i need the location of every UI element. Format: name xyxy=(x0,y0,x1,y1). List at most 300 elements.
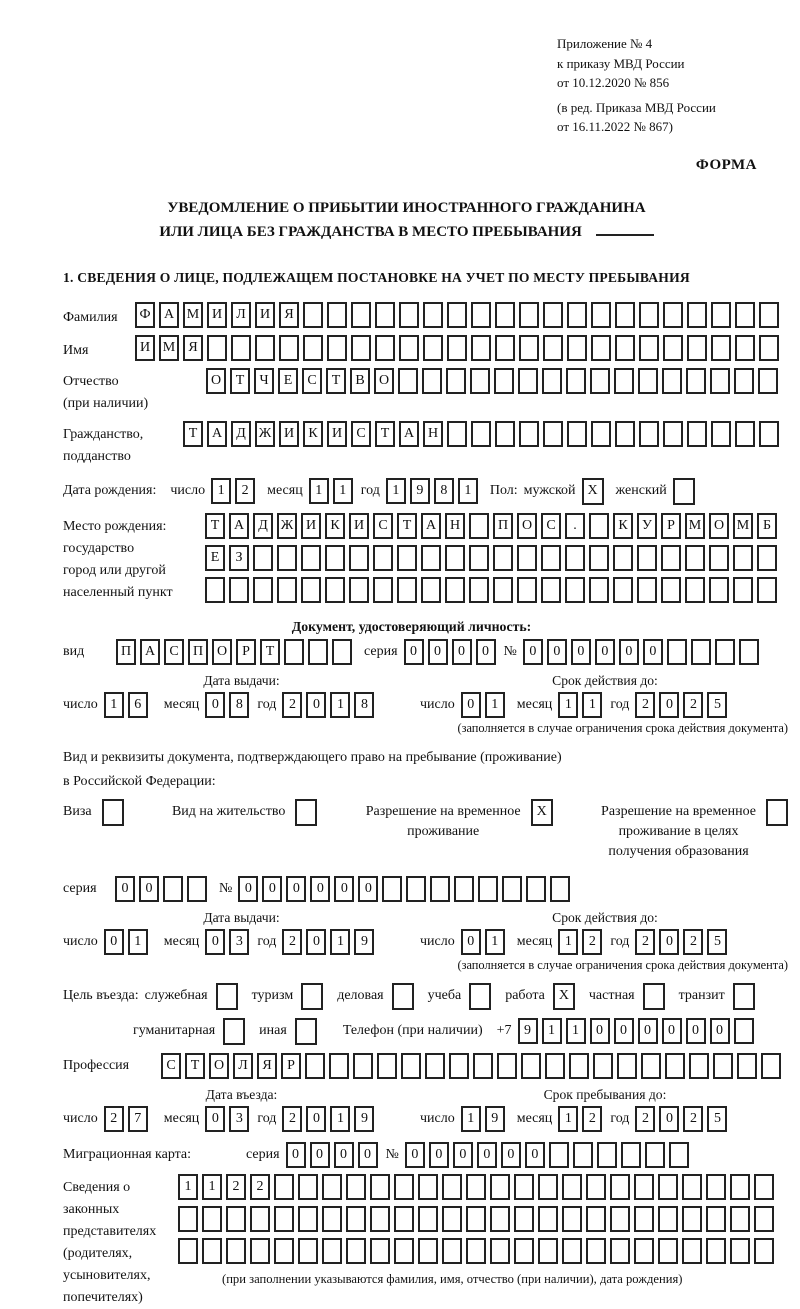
char-cell[interactable] xyxy=(687,302,707,328)
char-cell[interactable] xyxy=(687,421,707,447)
char-cell[interactable]: Н xyxy=(423,421,443,447)
char-cell[interactable]: А xyxy=(140,639,160,665)
char-cell[interactable] xyxy=(370,1206,390,1232)
char-cell[interactable]: М xyxy=(183,302,203,328)
char-cell[interactable] xyxy=(586,1238,606,1264)
char-cell[interactable] xyxy=(565,545,585,571)
char-cell[interactable] xyxy=(550,876,570,902)
char-cell[interactable] xyxy=(442,1206,462,1232)
char-cell[interactable]: 2 xyxy=(282,692,302,718)
char-cell[interactable] xyxy=(759,335,779,361)
char-cell[interactable] xyxy=(645,1142,665,1168)
char-cell[interactable]: 1 xyxy=(178,1174,198,1200)
char-cell[interactable]: Я xyxy=(183,335,203,361)
char-cell[interactable]: 1 xyxy=(330,1106,350,1132)
char-cell[interactable] xyxy=(322,1238,342,1264)
char-cell[interactable]: 8 xyxy=(229,692,249,718)
char-cell[interactable]: 1 xyxy=(558,929,578,955)
char-cell[interactable] xyxy=(397,545,417,571)
char-cell[interactable]: 0 xyxy=(306,929,326,955)
char-cell[interactable] xyxy=(470,368,490,394)
char-cell[interactable] xyxy=(589,513,609,539)
char-cell[interactable] xyxy=(542,368,562,394)
char-cell[interactable]: О xyxy=(517,513,537,539)
char-cell[interactable] xyxy=(610,1206,630,1232)
char-cell[interactable]: 2 xyxy=(635,1106,655,1132)
char-cell[interactable]: 0 xyxy=(306,692,326,718)
char-cell[interactable] xyxy=(757,577,777,603)
char-cell[interactable] xyxy=(495,421,515,447)
char-cell[interactable] xyxy=(543,302,563,328)
char-cell[interactable] xyxy=(421,577,441,603)
char-cell[interactable]: П xyxy=(188,639,208,665)
char-cell[interactable] xyxy=(466,1206,486,1232)
char-cell[interactable]: П xyxy=(493,513,513,539)
char-cell[interactable] xyxy=(658,1174,678,1200)
char-cell[interactable]: 0 xyxy=(429,1142,449,1168)
char-cell[interactable] xyxy=(250,1206,270,1232)
char-cell[interactable]: 0 xyxy=(619,639,639,665)
char-cell[interactable] xyxy=(567,421,587,447)
char-cell[interactable]: К xyxy=(303,421,323,447)
char-cell[interactable] xyxy=(739,639,759,665)
char-cell[interactable] xyxy=(754,1174,774,1200)
char-cell[interactable] xyxy=(493,577,513,603)
char-cell[interactable] xyxy=(373,577,393,603)
char-cell[interactable]: Ж xyxy=(255,421,275,447)
char-cell[interactable] xyxy=(490,1174,510,1200)
char-cell[interactable] xyxy=(709,545,729,571)
char-cell[interactable]: 0 xyxy=(643,639,663,665)
char-cell[interactable] xyxy=(514,1174,534,1200)
char-cell[interactable] xyxy=(538,1174,558,1200)
char-cell[interactable]: 9 xyxy=(354,1106,374,1132)
char-cell[interactable] xyxy=(639,302,659,328)
char-cell[interactable]: А xyxy=(207,421,227,447)
char-cell[interactable] xyxy=(689,1053,709,1079)
char-cell[interactable]: 0 xyxy=(595,639,615,665)
char-cell[interactable] xyxy=(327,302,347,328)
char-cell[interactable]: 0 xyxy=(659,929,679,955)
char-cell[interactable]: 1 xyxy=(558,1106,578,1132)
char-cell[interactable] xyxy=(687,335,707,361)
char-cell[interactable]: Ф xyxy=(135,302,155,328)
char-cell[interactable]: 0 xyxy=(476,639,496,665)
char-cell[interactable] xyxy=(274,1174,294,1200)
char-cell[interactable]: Р xyxy=(236,639,256,665)
char-cell[interactable] xyxy=(590,368,610,394)
char-cell[interactable]: 0 xyxy=(461,692,481,718)
char-cell[interactable]: Т xyxy=(230,368,250,394)
char-cell[interactable] xyxy=(734,368,754,394)
char-cell[interactable] xyxy=(478,876,498,902)
char-cell[interactable] xyxy=(253,545,273,571)
char-cell[interactable]: Е xyxy=(278,368,298,394)
char-cell[interactable] xyxy=(421,545,441,571)
char-cell[interactable] xyxy=(305,1053,325,1079)
char-cell[interactable] xyxy=(445,545,465,571)
char-cell[interactable] xyxy=(332,639,352,665)
char-cell[interactable] xyxy=(346,1174,366,1200)
char-cell[interactable] xyxy=(418,1238,438,1264)
char-cell[interactable] xyxy=(567,302,587,328)
char-cell[interactable] xyxy=(591,335,611,361)
char-cell[interactable] xyxy=(473,1053,493,1079)
char-cell[interactable]: Т xyxy=(205,513,225,539)
char-cell[interactable] xyxy=(663,302,683,328)
char-cell[interactable]: Н xyxy=(445,513,465,539)
char-cell[interactable]: Я xyxy=(257,1053,277,1079)
char-cell[interactable] xyxy=(163,876,183,902)
char-cell[interactable]: 2 xyxy=(582,929,602,955)
char-cell[interactable] xyxy=(277,545,297,571)
char-cell[interactable] xyxy=(207,335,227,361)
char-cell[interactable] xyxy=(187,876,207,902)
char-cell[interactable] xyxy=(301,577,321,603)
char-cell[interactable] xyxy=(445,577,465,603)
char-cell[interactable] xyxy=(353,1053,373,1079)
char-cell[interactable]: 0 xyxy=(710,1018,730,1044)
char-cell[interactable] xyxy=(669,1142,689,1168)
char-cell[interactable]: А xyxy=(159,302,179,328)
char-cell[interactable]: Р xyxy=(661,513,681,539)
char-cell[interactable]: И xyxy=(207,302,227,328)
residence-permit-checkbox[interactable] xyxy=(295,799,317,826)
char-cell[interactable] xyxy=(538,1206,558,1232)
char-cell[interactable] xyxy=(526,876,546,902)
char-cell[interactable]: И xyxy=(255,302,275,328)
purpose-option-checkbox[interactable] xyxy=(295,1018,317,1045)
char-cell[interactable]: 1 xyxy=(458,478,478,504)
char-cell[interactable] xyxy=(682,1174,702,1200)
char-cell[interactable] xyxy=(375,302,395,328)
char-cell[interactable]: 0 xyxy=(686,1018,706,1044)
char-cell[interactable]: 0 xyxy=(659,692,679,718)
char-cell[interactable]: 2 xyxy=(235,478,255,504)
char-cell[interactable] xyxy=(298,1238,318,1264)
char-cell[interactable] xyxy=(298,1174,318,1200)
char-cell[interactable] xyxy=(284,639,304,665)
char-cell[interactable]: 6 xyxy=(128,692,148,718)
char-cell[interactable]: 1 xyxy=(128,929,148,955)
char-cell[interactable] xyxy=(706,1238,726,1264)
char-cell[interactable]: 0 xyxy=(659,1106,679,1132)
char-cell[interactable]: 0 xyxy=(205,929,225,955)
char-cell[interactable] xyxy=(346,1238,366,1264)
char-cell[interactable] xyxy=(711,335,731,361)
char-cell[interactable] xyxy=(641,1053,661,1079)
char-cell[interactable] xyxy=(615,302,635,328)
char-cell[interactable] xyxy=(567,335,587,361)
char-cell[interactable] xyxy=(518,368,538,394)
char-cell[interactable] xyxy=(430,876,450,902)
char-cell[interactable] xyxy=(298,1206,318,1232)
char-cell[interactable] xyxy=(754,1238,774,1264)
char-cell[interactable] xyxy=(759,302,779,328)
char-cell[interactable] xyxy=(759,421,779,447)
char-cell[interactable] xyxy=(663,421,683,447)
char-cell[interactable]: И xyxy=(301,513,321,539)
char-cell[interactable] xyxy=(597,1142,617,1168)
char-cell[interactable]: 0 xyxy=(501,1142,521,1168)
char-cell[interactable] xyxy=(761,1053,781,1079)
char-cell[interactable] xyxy=(710,368,730,394)
char-cell[interactable] xyxy=(519,302,539,328)
char-cell[interactable] xyxy=(637,545,657,571)
char-cell[interactable] xyxy=(691,639,711,665)
char-cell[interactable] xyxy=(502,876,522,902)
char-cell[interactable]: 3 xyxy=(229,1106,249,1132)
char-cell[interactable] xyxy=(446,368,466,394)
char-cell[interactable]: 0 xyxy=(547,639,567,665)
char-cell[interactable]: 1 xyxy=(566,1018,586,1044)
char-cell[interactable] xyxy=(617,1053,637,1079)
char-cell[interactable]: А xyxy=(399,421,419,447)
char-cell[interactable]: 1 xyxy=(330,692,350,718)
char-cell[interactable] xyxy=(178,1206,198,1232)
char-cell[interactable] xyxy=(274,1206,294,1232)
char-cell[interactable]: 0 xyxy=(428,639,448,665)
char-cell[interactable]: 0 xyxy=(205,1106,225,1132)
char-cell[interactable]: 1 xyxy=(485,692,505,718)
char-cell[interactable] xyxy=(349,577,369,603)
char-cell[interactable]: Т xyxy=(397,513,417,539)
char-cell[interactable] xyxy=(398,368,418,394)
char-cell[interactable] xyxy=(178,1238,198,1264)
char-cell[interactable]: 3 xyxy=(229,929,249,955)
visa-checkbox[interactable] xyxy=(102,799,124,826)
char-cell[interactable] xyxy=(589,577,609,603)
char-cell[interactable]: И xyxy=(349,513,369,539)
char-cell[interactable] xyxy=(706,1206,726,1232)
char-cell[interactable]: М xyxy=(685,513,705,539)
char-cell[interactable] xyxy=(566,368,586,394)
temp-residence-checkbox[interactable]: X xyxy=(531,799,553,826)
char-cell[interactable] xyxy=(349,545,369,571)
char-cell[interactable]: И xyxy=(327,421,347,447)
char-cell[interactable] xyxy=(466,1238,486,1264)
char-cell[interactable]: 0 xyxy=(286,876,306,902)
char-cell[interactable] xyxy=(661,577,681,603)
char-cell[interactable] xyxy=(709,577,729,603)
char-cell[interactable] xyxy=(495,302,515,328)
char-cell[interactable]: Т xyxy=(260,639,280,665)
char-cell[interactable] xyxy=(401,1053,421,1079)
char-cell[interactable] xyxy=(667,639,687,665)
char-cell[interactable]: 0 xyxy=(405,1142,425,1168)
char-cell[interactable] xyxy=(226,1206,246,1232)
char-cell[interactable] xyxy=(663,335,683,361)
char-cell[interactable] xyxy=(613,577,633,603)
char-cell[interactable] xyxy=(685,577,705,603)
char-cell[interactable]: И xyxy=(279,421,299,447)
char-cell[interactable] xyxy=(229,577,249,603)
char-cell[interactable] xyxy=(734,1018,754,1044)
char-cell[interactable] xyxy=(610,1238,630,1264)
char-cell[interactable] xyxy=(406,876,426,902)
char-cell[interactable]: Т xyxy=(185,1053,205,1079)
char-cell[interactable] xyxy=(447,302,467,328)
char-cell[interactable] xyxy=(346,1206,366,1232)
char-cell[interactable]: Л xyxy=(233,1053,253,1079)
char-cell[interactable] xyxy=(351,335,371,361)
purpose-option-checkbox[interactable] xyxy=(392,983,414,1010)
char-cell[interactable] xyxy=(202,1238,222,1264)
char-cell[interactable] xyxy=(471,335,491,361)
char-cell[interactable]: 0 xyxy=(662,1018,682,1044)
char-cell[interactable] xyxy=(565,577,585,603)
char-cell[interactable] xyxy=(493,545,513,571)
char-cell[interactable] xyxy=(449,1053,469,1079)
char-cell[interactable]: 0 xyxy=(477,1142,497,1168)
char-cell[interactable]: 0 xyxy=(310,876,330,902)
char-cell[interactable]: Т xyxy=(375,421,395,447)
char-cell[interactable]: 0 xyxy=(461,929,481,955)
char-cell[interactable] xyxy=(682,1206,702,1232)
char-cell[interactable] xyxy=(469,545,489,571)
char-cell[interactable]: 1 xyxy=(386,478,406,504)
char-cell[interactable] xyxy=(394,1206,414,1232)
char-cell[interactable]: 2 xyxy=(635,929,655,955)
char-cell[interactable]: 2 xyxy=(226,1174,246,1200)
char-cell[interactable] xyxy=(733,545,753,571)
char-cell[interactable] xyxy=(226,1238,246,1264)
char-cell[interactable] xyxy=(422,368,442,394)
char-cell[interactable] xyxy=(593,1053,613,1079)
char-cell[interactable] xyxy=(562,1238,582,1264)
char-cell[interactable]: 1 xyxy=(558,692,578,718)
char-cell[interactable]: Я xyxy=(279,302,299,328)
char-cell[interactable] xyxy=(377,1053,397,1079)
char-cell[interactable] xyxy=(733,577,753,603)
char-cell[interactable] xyxy=(423,335,443,361)
char-cell[interactable]: О xyxy=(206,368,226,394)
char-cell[interactable] xyxy=(686,368,706,394)
char-cell[interactable]: А xyxy=(229,513,249,539)
char-cell[interactable]: П xyxy=(116,639,136,665)
char-cell[interactable] xyxy=(735,302,755,328)
char-cell[interactable]: М xyxy=(159,335,179,361)
char-cell[interactable] xyxy=(255,335,275,361)
char-cell[interactable] xyxy=(610,1174,630,1200)
char-cell[interactable]: 2 xyxy=(104,1106,124,1132)
char-cell[interactable]: 1 xyxy=(104,692,124,718)
char-cell[interactable]: Т xyxy=(326,368,346,394)
char-cell[interactable] xyxy=(418,1174,438,1200)
char-cell[interactable]: 0 xyxy=(205,692,225,718)
char-cell[interactable]: . xyxy=(565,513,585,539)
char-cell[interactable] xyxy=(662,368,682,394)
char-cell[interactable]: 5 xyxy=(707,929,727,955)
char-cell[interactable] xyxy=(466,1174,486,1200)
char-cell[interactable] xyxy=(454,876,474,902)
char-cell[interactable] xyxy=(634,1174,654,1200)
char-cell[interactable] xyxy=(301,545,321,571)
char-cell[interactable]: С xyxy=(161,1053,181,1079)
purpose-option-checkbox[interactable] xyxy=(216,983,238,1010)
char-cell[interactable]: 1 xyxy=(202,1174,222,1200)
char-cell[interactable] xyxy=(682,1238,702,1264)
char-cell[interactable] xyxy=(737,1053,757,1079)
char-cell[interactable]: 0 xyxy=(358,1142,378,1168)
char-cell[interactable] xyxy=(614,368,634,394)
char-cell[interactable] xyxy=(399,335,419,361)
char-cell[interactable]: Д xyxy=(231,421,251,447)
char-cell[interactable] xyxy=(545,1053,565,1079)
char-cell[interactable]: Ч xyxy=(254,368,274,394)
char-cell[interactable]: 5 xyxy=(707,1106,727,1132)
char-cell[interactable] xyxy=(250,1238,270,1264)
char-cell[interactable]: Ж xyxy=(277,513,297,539)
char-cell[interactable]: 0 xyxy=(523,639,543,665)
char-cell[interactable] xyxy=(591,302,611,328)
char-cell[interactable]: 0 xyxy=(238,876,258,902)
char-cell[interactable]: 2 xyxy=(683,692,703,718)
char-cell[interactable]: 1 xyxy=(330,929,350,955)
char-cell[interactable] xyxy=(706,1174,726,1200)
char-cell[interactable] xyxy=(715,639,735,665)
char-cell[interactable] xyxy=(519,335,539,361)
char-cell[interactable]: Р xyxy=(281,1053,301,1079)
char-cell[interactable] xyxy=(231,335,251,361)
char-cell[interactable]: 8 xyxy=(434,478,454,504)
char-cell[interactable] xyxy=(382,876,402,902)
char-cell[interactable] xyxy=(562,1206,582,1232)
char-cell[interactable] xyxy=(471,302,491,328)
char-cell[interactable] xyxy=(469,577,489,603)
purpose-option-checkbox[interactable] xyxy=(643,983,665,1010)
char-cell[interactable] xyxy=(517,577,537,603)
char-cell[interactable] xyxy=(711,421,731,447)
char-cell[interactable]: 0 xyxy=(115,876,135,902)
char-cell[interactable] xyxy=(308,639,328,665)
char-cell[interactable] xyxy=(253,577,273,603)
char-cell[interactable] xyxy=(569,1053,589,1079)
char-cell[interactable]: О xyxy=(212,639,232,665)
char-cell[interactable]: С xyxy=(373,513,393,539)
char-cell[interactable] xyxy=(490,1238,510,1264)
char-cell[interactable] xyxy=(519,421,539,447)
char-cell[interactable] xyxy=(490,1206,510,1232)
sex-male-checkbox[interactable]: X xyxy=(582,478,604,505)
char-cell[interactable] xyxy=(735,335,755,361)
char-cell[interactable]: 1 xyxy=(485,929,505,955)
char-cell[interactable] xyxy=(658,1206,678,1232)
char-cell[interactable] xyxy=(713,1053,733,1079)
char-cell[interactable] xyxy=(423,302,443,328)
char-cell[interactable] xyxy=(495,335,515,361)
char-cell[interactable]: 9 xyxy=(518,1018,538,1044)
char-cell[interactable]: 2 xyxy=(635,692,655,718)
char-cell[interactable]: К xyxy=(613,513,633,539)
char-cell[interactable]: А xyxy=(421,513,441,539)
char-cell[interactable] xyxy=(375,335,395,361)
char-cell[interactable]: 0 xyxy=(139,876,159,902)
char-cell[interactable] xyxy=(730,1206,750,1232)
char-cell[interactable] xyxy=(665,1053,685,1079)
purpose-option-checkbox[interactable]: X xyxy=(553,983,575,1010)
char-cell[interactable] xyxy=(658,1238,678,1264)
char-cell[interactable] xyxy=(543,335,563,361)
char-cell[interactable]: 0 xyxy=(590,1018,610,1044)
char-cell[interactable] xyxy=(730,1174,750,1200)
char-cell[interactable] xyxy=(621,1142,641,1168)
char-cell[interactable] xyxy=(634,1238,654,1264)
char-cell[interactable]: 0 xyxy=(452,639,472,665)
purpose-option-checkbox[interactable] xyxy=(469,983,491,1010)
char-cell[interactable]: 0 xyxy=(334,1142,354,1168)
char-cell[interactable] xyxy=(394,1174,414,1200)
